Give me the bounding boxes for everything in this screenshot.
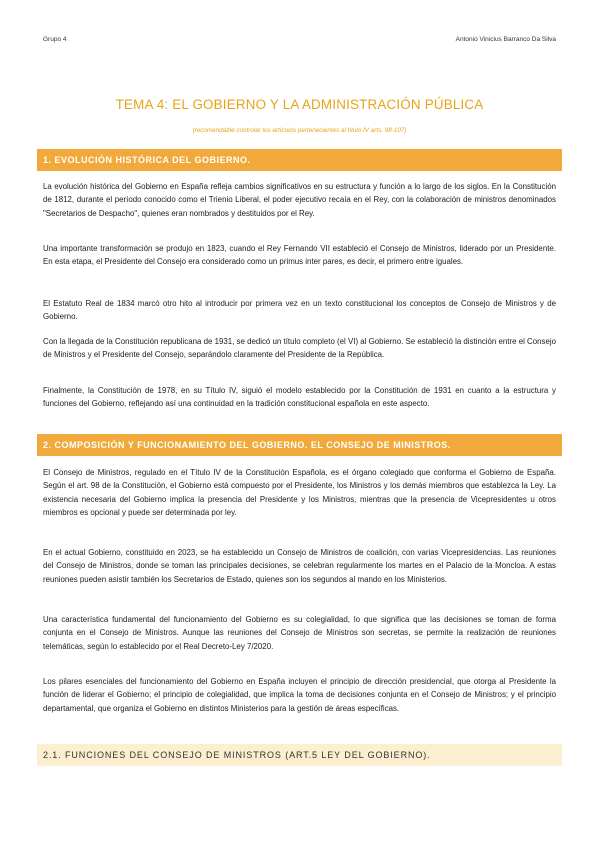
section-heading-historia: 1. EVOLUCIÓN HISTÓRICA DEL GOBIERNO. xyxy=(37,149,562,171)
paragraph: La evolución histórica del Gobierno en España refleja cambios significativos en su estructura y función a lo largo de los siglos. En la Constitución de 1812, durante el período conocido como el Trienio Liberal, el poder ejecutivo recaía en el Rey, con la colaboración de ministros denominados "Secretarios de Despacho", quienes eran nombrados y destituidos por el Rey. xyxy=(43,182,556,218)
paragraph: Una importante transformación se produjo en 1823, cuando el Rey Fernando VII estableció el Consejo de Ministros, liderado por un Presidente. En esta etapa, el Presidente del Consejo era considerado como un primus inter pares, es decir, el primero entre iguales. xyxy=(43,244,556,267)
paragraph: El Consejo de Ministros, regulado en el Título IV de la Constitución Española, es el órgano colegiado que conforma el Gobierno de España. Según el art. 98 de la Constitución, el Gobierno está compuesto por el Presidente, los Ministros y los demás miembros que establezca la Ley. La existencia necesaria del Gobierno implica la presencia del Presidente y los Ministros, mientras que la presencia de Vicepresidentes u otros miembros es opcional y puede ser determinada por ley. xyxy=(43,468,556,517)
paragraph: Con la llegada de la Constitución republicana de 1931, se dedicó un título completo (el VI) al Gobierno. Se estableció la distinción entre el Consejo de Ministros y el Presidente del Consejo, separándolo claramente del Presidente de la República. xyxy=(43,337,556,360)
section-heading-composicion: 2. COMPOSICIÓN Y FUNCIONAMIENTO DEL GOBIERNO. EL CONSEJO DE MINISTROS. xyxy=(37,434,562,456)
paragraph: Los pilares esenciales del funcionamiento del Gobierno en España incluyen el principio de dirección presidencial, que otorga al Presidente la función de liderar el Gobierno; el principio de colegialidad, que implica la toma de decisiones conjunta en el Consejo de Ministros; y el principio departamental, que organiza el Gobierno en distintos Ministerios para la gestión de áreas específicas. xyxy=(43,677,556,713)
paragraph: Una característica fundamental del funcionamiento del Gobierno es su colegialidad, lo que significa que las decisiones se toman de forma conjunta en el Consejo de Ministros. Aunque las reuniones del Consejo de Ministros son secretas, se permite la realización de reuniones telemáticas, según lo establecido por el Real Decreto-Ley 7/2020. xyxy=(43,615,556,651)
header-author: Antonio Vinicius Barranco Da Silva xyxy=(455,36,556,43)
header-group: Grupo 4 xyxy=(43,36,67,43)
paragraph: En el actual Gobierno, constituido en 2023, se ha establecido un Consejo de Ministros de coalición, con varias Vicepresidencias. Las reuniones del Consejo de Ministros, donde se toman las principales decisiones, se celebran regularmente los martes en el Palacio de la Moncloa. A estas reuniones pueden asistir también los Secretarios de Estado, quienes son los segundos al mando en los Ministerios. xyxy=(43,548,556,584)
page-title: TEMA 4: EL GOBIERNO Y LA ADMINISTRACIÓN PÚBLICA xyxy=(115,97,484,112)
paragraph: El Estatuto Real de 1834 marcó otro hito al introducir por primera vez en un texto constitucional los conceptos de Consejo de Ministros y de Gobierno. xyxy=(43,299,556,322)
paragraph: Finalmente, la Constitución de 1978, en su Título IV, siguió el modelo establecido por la Constitución de 1931 en cuanto a la estructura y funciones del Gobierno, reflejando así una continuidad en la tradición constitucional española en este aspecto. xyxy=(43,386,556,409)
section-heading-funciones: 2.1. FUNCIONES DEL CONSEJO DE MINISTROS (ART.5 LEY DEL GOBIERNO). xyxy=(37,744,562,766)
page-subtitle: (recomendable controlar los artículos pertenecientes al título IV arts. 98-107) xyxy=(192,127,407,134)
